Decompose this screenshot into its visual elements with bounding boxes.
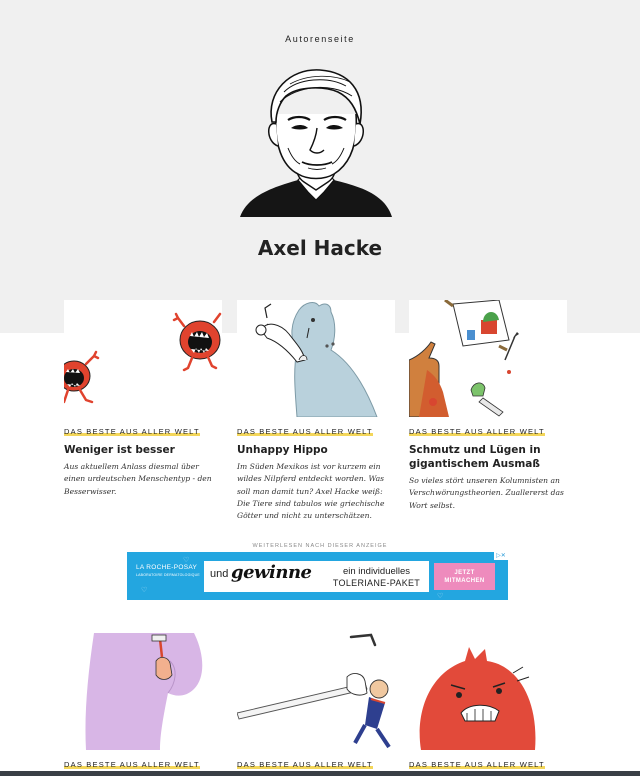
article-category: DAS BESTE AUS ALLER WELT <box>64 760 200 769</box>
article-title[interactable]: Unhappy Hippo <box>237 444 328 456</box>
article-image[interactable] <box>64 633 222 750</box>
article-card[interactable] <box>409 633 567 773</box>
heart-icon: ♡ <box>141 586 148 594</box>
hippo-illustration <box>237 300 395 417</box>
ad-word-gewinne: gewinne <box>231 562 312 583</box>
article-teaser: Aus aktuellem Anlass diesmal über einen urdeutschen Menschentyp - den Besserwisser. <box>64 462 212 496</box>
red-creatures-illustration <box>64 300 222 417</box>
article-card[interactable] <box>237 633 395 773</box>
article-card[interactable] <box>409 300 567 530</box>
article-image[interactable] <box>409 300 567 417</box>
heart-icon: ♡ <box>183 556 190 564</box>
article-image[interactable] <box>409 633 567 750</box>
article-card[interactable] <box>237 300 395 530</box>
ad-line-1: ein individuelles <box>342 566 411 577</box>
painting-illustration <box>409 300 567 417</box>
ad-cta-button[interactable]: JETZT MITMACHEN <box>434 563 495 590</box>
page-kicker: Autorenseite <box>285 34 355 44</box>
article-card[interactable] <box>64 633 222 773</box>
article-category: DAS BESTE AUS ALLER WELT <box>409 427 545 436</box>
ad-label: WEITERLESEN NACH DIESER ANZEIGE <box>252 543 388 549</box>
ad-brand <box>136 564 200 577</box>
article-teaser: So vieles stört unseren Kolumnisten an Verschwörungstheorien. Zuallererst das Wort selbst. <box>409 476 564 510</box>
ad-message-panel <box>204 561 429 592</box>
author-name: Axel Hacke <box>257 236 383 260</box>
ad-word-und: und <box>210 568 229 580</box>
ad-brand-name: LA ROCHE-POSAY <box>136 564 198 571</box>
article-image[interactable] <box>237 633 395 750</box>
adchoices-icon[interactable]: ▷✕ <box>494 552 508 560</box>
footer-edge <box>0 771 640 776</box>
article-category: DAS BESTE AUS ALLER WELT <box>237 760 373 769</box>
article-title[interactable]: Weniger ist besser <box>64 444 175 456</box>
red-creature-illustration <box>409 633 567 750</box>
author-portrait <box>238 62 394 218</box>
ad-line-2: TOLERIANE-PAKET <box>332 578 421 588</box>
man-with-pole-illustration <box>237 633 395 750</box>
heart-icon: ♡ <box>437 592 444 600</box>
article-teaser: Im Süden Mexikos ist vor kurzem ein wildes Nilpferd entdeckt worden. Was soll man damit tun? Axel Hacke weiß: Die Tiere sind tabulos wie griechische Götter und nicht zu unterschätzen. <box>237 462 385 521</box>
article-category: DAS BESTE AUS ALLER WELT <box>409 760 545 769</box>
ad-brand-subtitle: LABORATOIRE DERMATOLOGIQUE <box>136 573 200 577</box>
article-title[interactable]: Schmutz und Lügen in gigantischem Ausmaß <box>409 444 541 470</box>
article-card[interactable] <box>64 300 222 530</box>
article-image[interactable] <box>64 300 222 417</box>
advertisement-banner[interactable] <box>127 552 508 600</box>
article-category: DAS BESTE AUS ALLER WELT <box>237 427 373 436</box>
article-category: DAS BESTE AUS ALLER WELT <box>64 427 200 436</box>
purple-figure-illustration <box>64 633 222 750</box>
article-image[interactable] <box>237 300 395 417</box>
